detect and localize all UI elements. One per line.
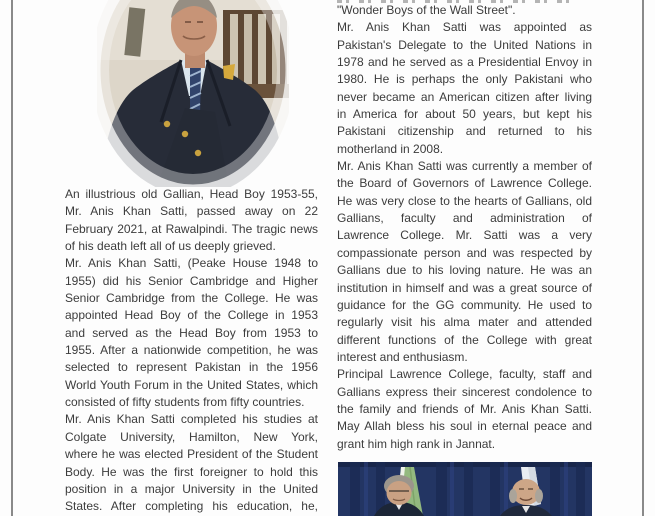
text-line: 1978 and he served as a Presidential Envoy in	[337, 55, 592, 70]
text-line: motherland in 2008.	[337, 141, 444, 156]
text-line: Mr. Anis Khan Satti was currently a member of	[337, 159, 592, 174]
text-line: and served as the Head Boy from 1953 to	[65, 325, 318, 340]
text-line: Mr. Anis Khan Satti, (Peake House 1948 to	[65, 256, 318, 271]
text-line: May Allah bless his soul in eternal peace and	[337, 419, 592, 434]
text-line: 1980. He is perhaps the only Pakistani who	[337, 72, 592, 87]
text-line: interest and enthusiasm.	[337, 349, 468, 364]
text-line: World Youth Forum in the United States, which	[65, 377, 318, 392]
text-line: "Wonder Boys of the Wall Street".	[337, 3, 516, 17]
text-line: consisted of fifty students from fifty countries.	[65, 395, 305, 410]
text-line: 1955. After a nationwide competition, he was	[65, 343, 318, 358]
text-line: never became an American citizen after living	[337, 89, 592, 104]
text-line: regularly visit his alma mater and attended	[337, 315, 592, 330]
text-line: Body. He was the first foreigner to hold this	[65, 464, 318, 479]
text-line: Mr. Anis Khan Satti was appointed as	[337, 20, 592, 35]
portrait-photo	[97, 0, 289, 187]
text-line: position in a major University in the United	[65, 481, 318, 496]
text-line: Principal Lawrence College, faculty, staff and	[337, 367, 592, 382]
left-text-column	[65, 186, 318, 516]
text-line: institution in himself and was a great source of	[337, 280, 592, 295]
text-line: the family and friends of Mr. Anis Khan Satti.	[337, 401, 592, 416]
text-line: Gallians express their sincerest condolence to	[337, 384, 592, 399]
text-line: guidance for the GG community. He used to	[337, 297, 592, 312]
text-line: February 2021, at Rawalpindi. The tragic news	[65, 221, 318, 236]
text-line: Lawrence College. Mr. Satti was a very	[337, 228, 592, 243]
right-text-column	[337, 2, 592, 453]
text-line: Colgate University, Hamilton, New York,	[65, 429, 318, 444]
text-line: He was very close to the hearts of Gallians, old	[337, 193, 592, 208]
text-line: the Board of Governors of Lawrence College.	[337, 176, 592, 191]
text-line: States. After completing his education, he,	[65, 499, 318, 514]
text-line: Gallians due to his loving nature. He was an	[337, 263, 592, 278]
text-line: grant him high rank in Jannat.	[337, 436, 496, 451]
text-line: of his death left all of us deeply grieved.	[65, 239, 276, 254]
text-line: different functions of the College with great	[337, 332, 592, 347]
text-line: 1955) did his Senior Cambridge and Higher	[65, 273, 318, 288]
text-line: compassionate person and was respected by	[337, 245, 592, 260]
page-border-left	[11, 0, 13, 516]
group-photo	[338, 462, 592, 516]
text-line: where he was elected President of the Student	[65, 447, 318, 462]
text-line: Senior Cambridge from the College. He was	[65, 291, 318, 306]
text-line: Pakistani citizenship and returned to his	[337, 124, 592, 139]
text-line: Mr. Anis Khan Satti, passed away on 22	[65, 204, 318, 219]
text-line: An illustrious old Gallian, Head Boy 1953-55,	[65, 187, 318, 201]
page-border-right	[642, 0, 644, 516]
text-line: Mr. Anis Khan Satti completed his studies at	[65, 412, 318, 427]
text-line: selected to represent Pakistan in the 1956	[65, 360, 318, 375]
text-line: in America for about 50 years, but kept his	[337, 107, 592, 122]
text-line: Pakistan's Delegate to the United Nations in	[337, 37, 592, 52]
text-line: appointed Head Boy of the College in 1953	[65, 308, 318, 323]
text-line: Gallians, faculty and administration of	[337, 211, 592, 226]
